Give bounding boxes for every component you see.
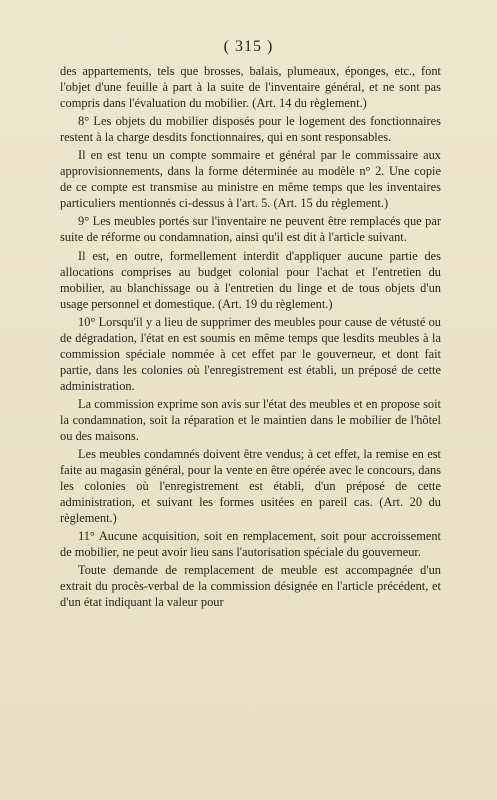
- paragraph-article-10: 10° Lorsqu'il y a lieu de supprimer des meubles pour cause de vétusté ou de dégradation, l'état en est soumis en même temps que lesdits meubles à la commission spéciale nommée à cet effet par le gouverneur, et dont fait partie, dans les colonies où l'enregistrement est établi, un préposé de cette administration.: [60, 314, 441, 393]
- body-text: [60, 64, 441, 613]
- paragraph-article-9: 9° Les meubles portés sur l'inventaire ne peuvent être remplacés que par suite de réforme ou condamnation, ainsi qu'il est dit à l'article suivant.: [60, 214, 441, 245]
- page-number: ( 315 ): [223, 38, 274, 55]
- paragraph-continuation: des appartements, tels que brosses, balais, plumeaux, éponges, etc., font l'objet d'une feuille à part à la suite de l'inventaire général, et ne sont pas compris dans l'évaluation du mobilier. (Art. 14 du règlement.): [60, 64, 441, 110]
- paragraph-article-8: 8° Les objets du mobilier disposés pour le logement des fonctionnaires restent à la charge desdits fonctionnaires, qui en sont responsables.: [60, 114, 441, 145]
- paragraph-meubles-condamnes: Les meubles condamnés doivent être vendus; à cet effet, la remise en est faite au magasin général, pour la vente en être opérée avec le concours, dans les colonies où l'enregistrement est établi, d'un préposé de cette administration, et suivant les formes usitées en pareil cas. (Art. 20 du règlement.): [60, 447, 441, 525]
- paragraph-compte-sommaire: Il en est tenu un compte sommaire et général par le commissaire aux approvisionnements, dans la forme déterminée au modèle n° 2. Une copie de ce compte est transmise au ministre en même temps que les inventaires particuliers mentionnés ci-dessus à l'art. 5. (Art. 15 du règlement.): [60, 148, 441, 211]
- paragraph-article-11: 11° Aucune acquisition, soit en remplacement, soit pour accroissement de mobilier, ne peut avoir lieu sans l'autorisation spéciale du gouverneur.: [60, 529, 441, 560]
- paragraph-demande-remplacement: Toute demande de remplacement de meuble est accompagnée d'un extrait du procès-verbal de la commission désignée en l'article précédent, et d'un état indiquant la valeur pour: [60, 563, 441, 610]
- paragraph-commission-avis: La commission exprime son avis sur l'état des meubles et en propose soit la condamnation, soit la réparation et le maintien dans le mobilier de l'hôtel ou des maisons.: [60, 396, 441, 443]
- paragraph-interdiction: Il est, en outre, formellement interdit d'appliquer aucune partie des allocations comprises au budget colonial pour l'achat et l'entretien du mobilier, au blanchissage ou à l'entretien du linge et de tous objets d'un usage personnel et domestique. (Art. 19 du règlement.): [60, 248, 441, 311]
